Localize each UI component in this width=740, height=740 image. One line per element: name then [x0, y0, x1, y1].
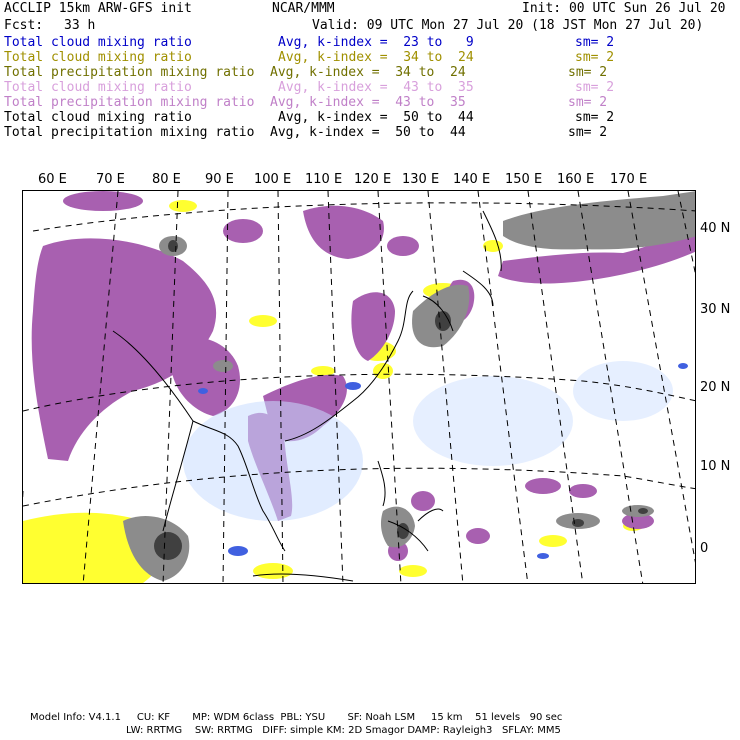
valid-time: Valid: 09 UTC Mon 27 Jul 20 (18 JST Mon 27 Jul 20): [312, 18, 704, 33]
lon-label: 150 E: [505, 172, 543, 187]
field-name: Total cloud mixing ratio: [4, 50, 192, 65]
lon-label: 160 E: [557, 172, 595, 187]
field-sm: sm= 2: [568, 125, 608, 140]
field-avg: Avg, k-index = 50 to 44: [278, 110, 474, 125]
lon-label: 130 E: [402, 172, 440, 187]
lon-label: 100 E: [254, 172, 292, 187]
field-name: Total precipitation mixing ratio: [4, 95, 255, 110]
field-avg: Avg, k-index = 43 to 35: [270, 95, 466, 110]
model-info-line1: Model Info: V4.1.1 CU: KF MP: WDM 6class PBL: YSU SF: Noah LSM 15 km 51 levels 90 sec: [30, 712, 563, 723]
lat-label: 0: [700, 541, 709, 556]
field-avg: Avg, k-index = 34 to 24: [270, 65, 466, 80]
field-sm: sm= 2: [568, 95, 608, 110]
lon-label: 120 E: [354, 172, 392, 187]
lon-label: 60 E: [38, 172, 67, 187]
lat-label: 40 N: [700, 221, 731, 236]
lon-label: 170 E: [610, 172, 648, 187]
lat-label: 20 N: [700, 380, 731, 395]
lon-label: 70 E: [96, 172, 125, 187]
field-avg: Avg, k-index = 34 to 24: [278, 50, 474, 65]
field-name: Total precipitation mixing ratio: [4, 65, 255, 80]
model-title: ACCLIP 15km ARW-GFS init: [4, 1, 192, 16]
field-sm: sm= 2: [575, 80, 615, 95]
field-sm: sm= 2: [568, 65, 608, 80]
map-svg: [23, 191, 696, 584]
lon-label: 80 E: [152, 172, 181, 187]
organization: NCAR/MMM: [272, 1, 335, 16]
field-avg: Avg, k-index = 50 to 44: [270, 125, 466, 140]
field-name: Total cloud mixing ratio: [4, 110, 192, 125]
lat-label: 10 N: [700, 459, 731, 474]
field-sm: sm= 2: [575, 110, 615, 125]
model-info-line2: LW: RRTMG SW: RRTMG DIFF: simple KM: 2D Smagor DAMP: Rayleigh3 SFLAY: MM5: [126, 725, 561, 736]
blue-cloud-layer: [183, 361, 688, 559]
field-avg: Avg, k-index = 23 to 9: [278, 35, 474, 50]
lon-label: 140 E: [453, 172, 491, 187]
field-name: Total cloud mixing ratio: [4, 35, 192, 50]
forecast-label: Fcst:: [4, 18, 44, 33]
forecast-hour: 33 h: [64, 18, 96, 33]
field-name: Total precipitation mixing ratio: [4, 125, 255, 140]
lat-label: 30 N: [700, 302, 731, 317]
lon-label: 110 E: [305, 172, 343, 187]
init-time: Init: 00 UTC Sun 26 Jul 20: [522, 1, 726, 16]
field-name: Total cloud mixing ratio: [4, 80, 192, 95]
map-panel: [22, 190, 696, 584]
lon-label: 90 E: [205, 172, 234, 187]
field-sm: sm= 2: [575, 35, 615, 50]
field-avg: Avg, k-index = 43 to 35: [278, 80, 474, 95]
field-sm: sm= 2: [575, 50, 615, 65]
